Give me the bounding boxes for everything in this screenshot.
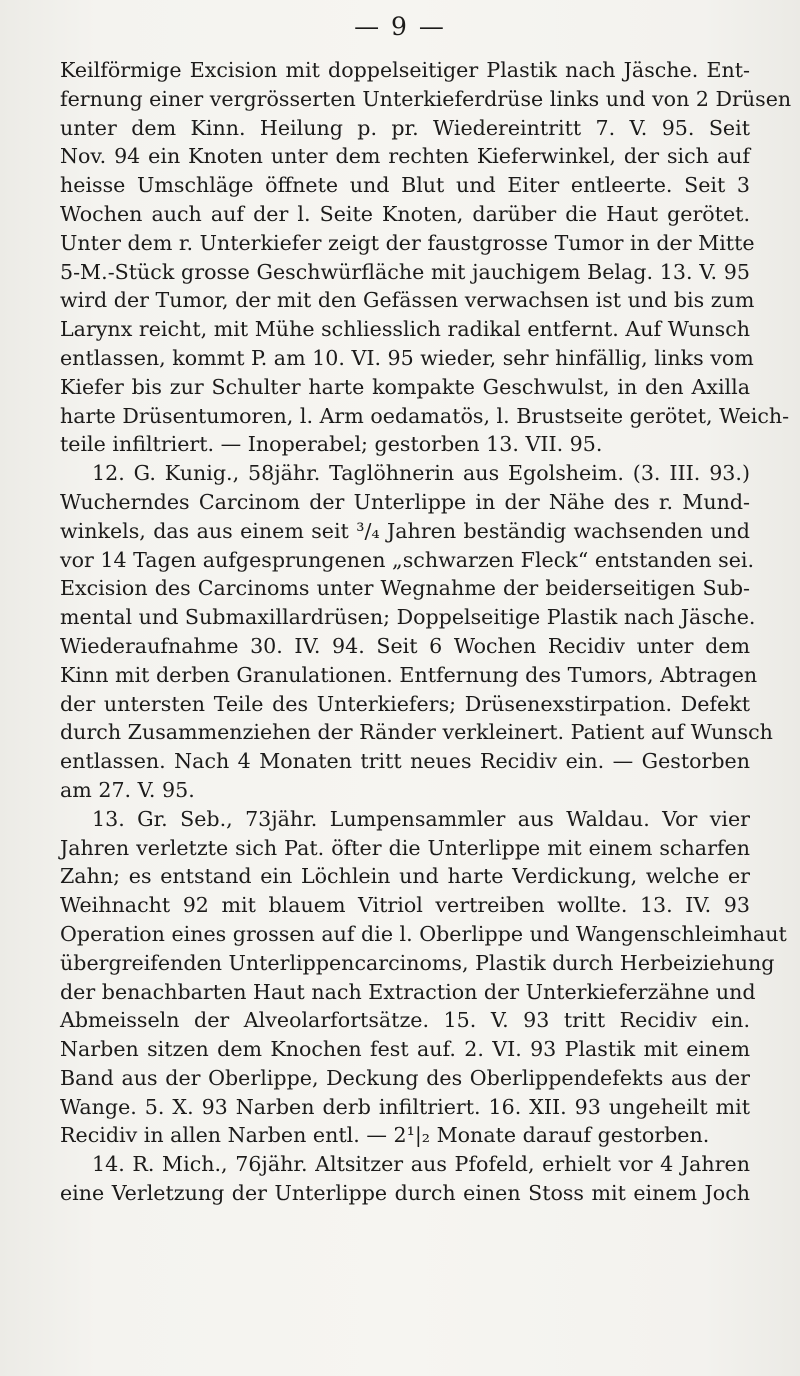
text-line: Wiederaufnahme 30. IV. 94. Seit 6 Wochen Recidiv unter dem xyxy=(60,633,750,658)
text-line: Abmeisseln der Alveolarfortsätze. 15. V. 93 tritt Recidiv ein. xyxy=(60,1008,750,1033)
text-line: Wochen auch auf der l. Seite Knoten, darüber die Haut gerötet. xyxy=(60,201,750,226)
page-number: — 9 — xyxy=(354,12,446,41)
text-line: Operation eines grossen auf die l. Oberlippe und Wangenschleimhaut xyxy=(60,921,787,946)
text-line: mental und Submaxillardrüsen; Doppelseitige Plastik nach Jäsche. xyxy=(60,605,756,630)
text-line: 13. Gr. Seb., 73jähr. Lumpensammler aus Waldau. Vor vier xyxy=(92,806,750,831)
text-line: Jahren verletzte sich Pat. öfter die Unterlippe mit einem scharfen xyxy=(60,835,750,860)
text-line: Zahn; es entstand ein Löchlein und harte Verdickung, welche er xyxy=(60,864,750,889)
paragraph xyxy=(60,805,787,1151)
text-line: 12. G. Kunig., 58jähr. Taglöhnerin aus Egolsheim. (3. III. 93.) xyxy=(92,461,750,486)
text-line: Band aus der Oberlippe, Deckung des Oberlippendefekts aus der xyxy=(60,1065,750,1090)
text-line: Narben sitzen dem Knochen fest auf. 2. VI. 93 Plastik mit einem xyxy=(60,1037,750,1062)
text-line: Wucherndes Carcinom der Unterlippe in der Nähe des r. Mund- xyxy=(60,489,750,514)
text-line: fernung einer vergrösserten Unterkieferdrüse links und von 2 Drüsen xyxy=(60,86,792,111)
text-line: Wange. 5. X. 93 Narben derb infiltriert. 16. XII. 93 ungeheilt mit xyxy=(60,1094,750,1119)
text-line: Larynx reicht, mit Mühe schliesslich radikal entfernt. Auf Wunsch xyxy=(60,317,750,342)
text-line: 5-M.-Stück grosse Geschwürfläche mit jauchigem Belag. 13. V. 95 xyxy=(60,259,750,284)
text-line: entlassen. Nach 4 Monaten tritt neues Recidiv ein. — Gestorben xyxy=(60,749,750,774)
text-line: übergreifenden Unterlippencarcinoms, Plastik durch Herbeiziehung xyxy=(60,950,775,975)
paragraph xyxy=(60,56,792,459)
text-line: am 27. V. 95. xyxy=(60,777,195,802)
text-line: durch Zusammenziehen der Ränder verkleinert. Patient auf Wunsch xyxy=(60,720,773,745)
text-line: teile infiltriert. — Inoperabel; gestorben 13. VII. 95. xyxy=(60,432,603,457)
text-line: Unter dem r. Unterkiefer zeigt der faustgrosse Tumor in der Mitte xyxy=(60,230,755,255)
text-line: heisse Umschläge öffnete und Blut und Eiter entleerte. Seit 3 xyxy=(60,173,750,198)
text-line: entlassen, kommt P. am 10. VI. 95 wieder, sehr hinfällig, links vom xyxy=(60,345,754,370)
body-text xyxy=(60,56,792,1208)
paragraph xyxy=(60,459,773,805)
text-line: 14. R. Mich., 76jähr. Altsitzer aus Pfofeld, erhielt vor 4 Jahren xyxy=(92,1152,750,1177)
text-line: unter dem Kinn. Heilung p. pr. Wiedereintritt 7. V. 95. Seit xyxy=(60,115,750,140)
text-line: der untersten Teile des Unterkiefers; Drüsenexstirpation. Defekt xyxy=(60,691,750,716)
text-line: harte Drüsentumoren, l. Arm oedamatös, l. Brustseite gerötet, Weich- xyxy=(60,403,790,428)
paragraph xyxy=(60,1150,750,1208)
text-line: winkels, das aus einem seit ³/₄ Jahren beständig wachsenden und xyxy=(60,518,750,543)
text-line: Kinn mit derben Granulationen. Entfernung des Tumors, Abtragen xyxy=(60,662,758,687)
text-line: Kiefer bis zur Schulter harte kompakte Geschwulst, in den Axilla xyxy=(60,374,750,399)
text-line: Weihnacht 92 mit blauem Vitriol vertreiben wollte. 13. IV. 93 xyxy=(60,893,750,918)
text-line: Excision des Carcinoms unter Wegnahme der beiderseitigen Sub- xyxy=(60,576,750,601)
text-line: der benachbarten Haut nach Extraction der Unterkieferzähne und xyxy=(60,979,756,1004)
text-line: Nov. 94 ein Knoten unter dem rechten Kieferwinkel, der sich auf xyxy=(60,144,750,169)
text-line: vor 14 Tagen aufgesprungenen „schwarzen Fleck“ entstanden sei. xyxy=(60,547,755,572)
text-line: Keilförmige Excision mit doppelseitiger Plastik nach Jäsche. Ent- xyxy=(60,58,750,82)
text-line: Recidiv in allen Narben entl. — 2¹|₂ Monate darauf gestorben. xyxy=(60,1123,710,1148)
text-line: eine Verletzung der Unterlippe durch einen Stoss mit einem Joch xyxy=(60,1181,750,1206)
text-line: wird der Tumor, der mit den Gefässen verwachsen ist und bis zum xyxy=(60,288,755,313)
